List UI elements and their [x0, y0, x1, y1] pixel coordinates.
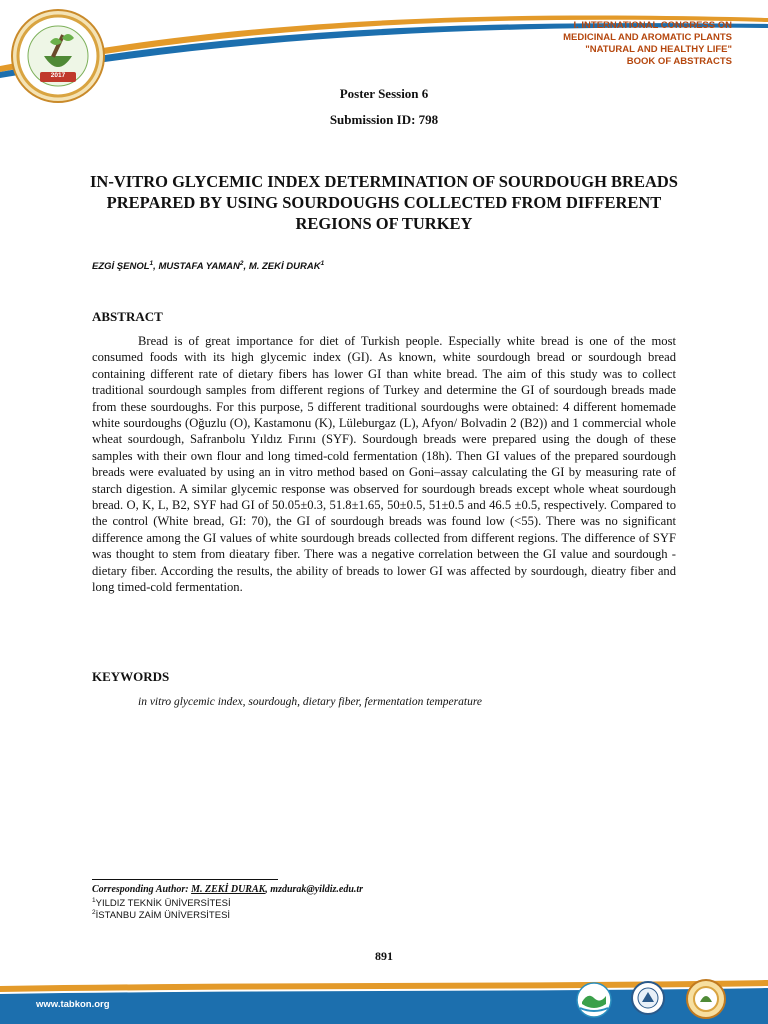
abstract-body: Bread is of great importance for diet of Turkish people. Especially white bread is one of the most consumed foods with its high glycemic index (GI). As known, white sourdough bread or sourdough bread containing different rate of dietary fibers has lower GI than white bread. The aim of this study was to collect traditional sourdough samples from different regions of Turkey and determine the GI of sourdough breads made from these sourdoughs. For this purpose, 5 different traditional sourdoughs were obtained: 4 different homemade white sourdoughs (Oğuzlu (O), Kastamonu (K), Lüleburgaz (L), Afyon/ Bolvadin 2 (B2)) and 1 commercial whole wheat sourdough, Safranbolu Yıldız Fırını (SYF). Sourdough breads were prepared using the dough of these samples with their own flour and long timed-cold fermentation (18h). Then GI values of the prepared sourdough breads were evaluated by using an in vitro method based on Goni–assay calculating the GI by measuring rate of starch digestion. A similar glycemic response was observed for sourdough breads except whole wheat sourdough bread. O, K, L, B2, SYF had GI of 50.05±0.3, 51.8±1.65, 50±0.5, 51±0.5 and 46.5 ±0.5, respectively. Compared to the control (White bread, GI: 70), the GI of sourdough breads was found low (<55). There was no significant difference among the GI values of white sourdough breads collected from different regions. The difference of SYF was thought to stem from dieatary fiber. There was a negative correlation between the GI value and sourdough - dietary fiber. According the results, the ability of breads to lower GI was affected by sourdough, dieatry fiber and long timed-cold fermentation.	[92, 334, 676, 595]
author-separator: ,	[243, 261, 249, 273]
affiliation-number: 1	[92, 897, 96, 904]
author-separator: ,	[153, 261, 159, 273]
congress-line-1: I. INTERNATIONAL CONGRESS ON	[573, 20, 732, 31]
affiliation-text: YILDIZ TEKNİK ÜNİVERSİTESİ	[95, 898, 231, 910]
corresponding-name: M. ZEKİ DURAK	[191, 884, 266, 895]
poster-session: Poster Session 6	[339, 86, 429, 101]
footnote-divider	[92, 879, 278, 880]
corresponding-email: , mzdurak@yildiz.edu.tr	[265, 884, 364, 895]
keywords-heading: KEYWORDS	[92, 669, 170, 684]
author-name: MUSTAFA YAMAN	[158, 261, 240, 273]
affiliation-2	[92, 909, 230, 921]
congress-line-2: MEDICINAL AND AROMATIC PLANTS	[563, 32, 732, 43]
affiliation-number: 2	[92, 909, 96, 916]
abstract-heading: ABSTRACT	[92, 309, 163, 324]
paper-title: IN-VITRO GLYCEMIC INDEX DETERMINATION OF SOURDOUGH BREADS PREPARED BY USING SOURDOUGHS COLLECTED FROM DIFFERENT REGIONS OF TURKEY	[90, 172, 678, 233]
page-number: 891	[375, 949, 393, 963]
author-name: EZGİ ŞENOL	[92, 261, 150, 273]
author-affiliation-mark: 1	[320, 260, 325, 267]
affiliation-text: İSTANBU ZAİM ÜNİVERSİTESİ	[95, 910, 231, 922]
partner-logo-university	[630, 978, 666, 1018]
submission-id: Submission ID: 798	[329, 112, 439, 127]
corresponding-author	[92, 884, 363, 895]
partner-logo-map	[572, 978, 616, 1018]
congress-header	[412, 20, 732, 68]
congress-line-3: "NATURAL AND HEALTHY LIFE"	[585, 44, 732, 55]
partner-logo-seal	[684, 978, 728, 1020]
author-affiliation-mark: 2	[239, 260, 244, 267]
affiliation-1	[92, 897, 231, 909]
keywords-body: in vitro glycemic index, sourdough, dietary fiber, fermentation temperature	[138, 696, 482, 708]
logo-year: 2017	[50, 72, 66, 79]
congress-line-4: BOOK OF ABSTRACTS	[626, 56, 732, 67]
author-name: M. ZEKİ DURAK	[248, 261, 321, 273]
author-affiliation-mark: 1	[149, 260, 154, 267]
footer-url: www.tabkon.org	[36, 999, 110, 1010]
corresponding-label: Corresponding Author:	[92, 884, 192, 895]
author-list	[92, 260, 324, 272]
